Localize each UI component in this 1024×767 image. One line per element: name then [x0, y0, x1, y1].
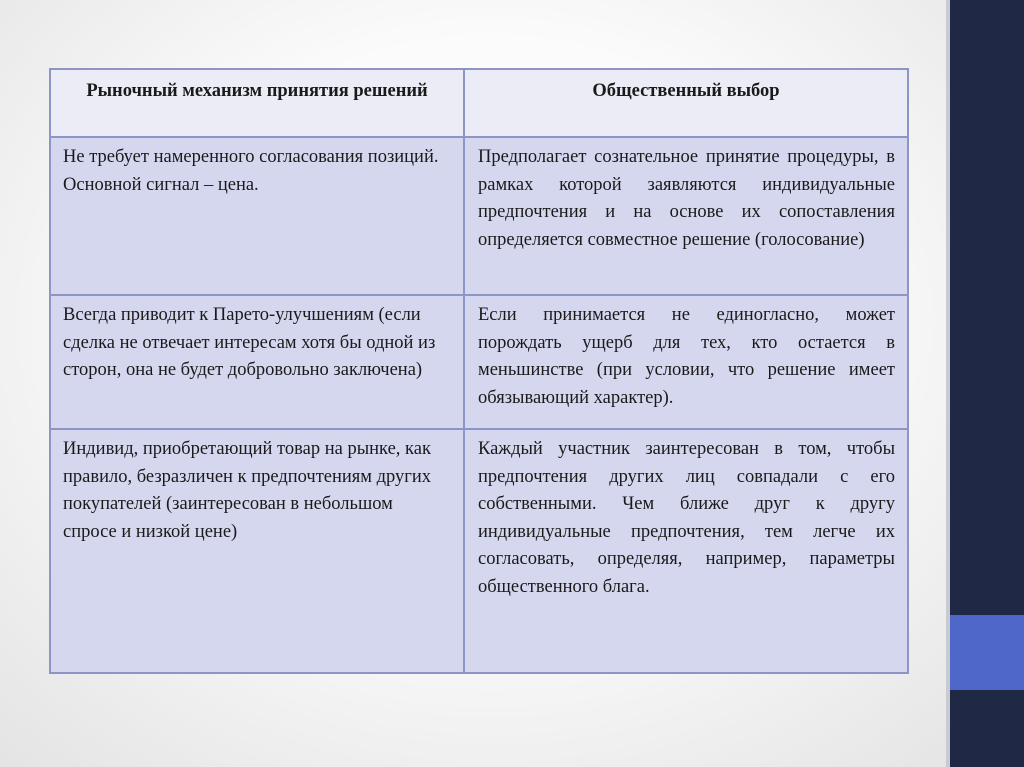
comparison-table: [49, 68, 909, 674]
cell-public-choice: Если принимается не единогласно, может порождать ущерб для тех, кто остается в меньшинстве (при условии, что решение имеет обязывающий характер).: [464, 295, 908, 429]
cell-public-choice: Предполагает сознательное принятие процедуры, в рамках которой заявляются индивидуальные предпочтения и на основе их сопоставления определяется совместное решение (голосование): [464, 137, 908, 295]
cell-public-choice: Каждый участник заинтересован в том, чтобы предпочтения других лиц совпадали с его собственными. Чем ближе друг к другу индивидуальные предпочтения, тем легче их согласовать, определяя, например, параметры общественного блага.: [464, 429, 908, 673]
table-row: [50, 295, 908, 429]
cell-market: Не требует намеренного согласования позиций. Основной сигнал – цена.: [50, 137, 464, 295]
cell-market: Всегда приводит к Парето-улучшениям (если сделка не отвечает интересам хотя бы одной из сторон, она не будет добровольно заключена): [50, 295, 464, 429]
table-row: [50, 429, 908, 673]
table-header-row: [50, 69, 908, 137]
cell-market: Индивид, приобретающий товар на рынке, как правило, безразличен к предпочтениям других покупателей (заинтересован в небольшом спросе и низкой цене): [50, 429, 464, 673]
header-public-choice: Общественный выбор: [464, 69, 908, 137]
slide-sidebar-accent: [950, 615, 1024, 690]
table-row: [50, 137, 908, 295]
header-market-mechanism: Рыночный механизм принятия решений: [50, 69, 464, 137]
